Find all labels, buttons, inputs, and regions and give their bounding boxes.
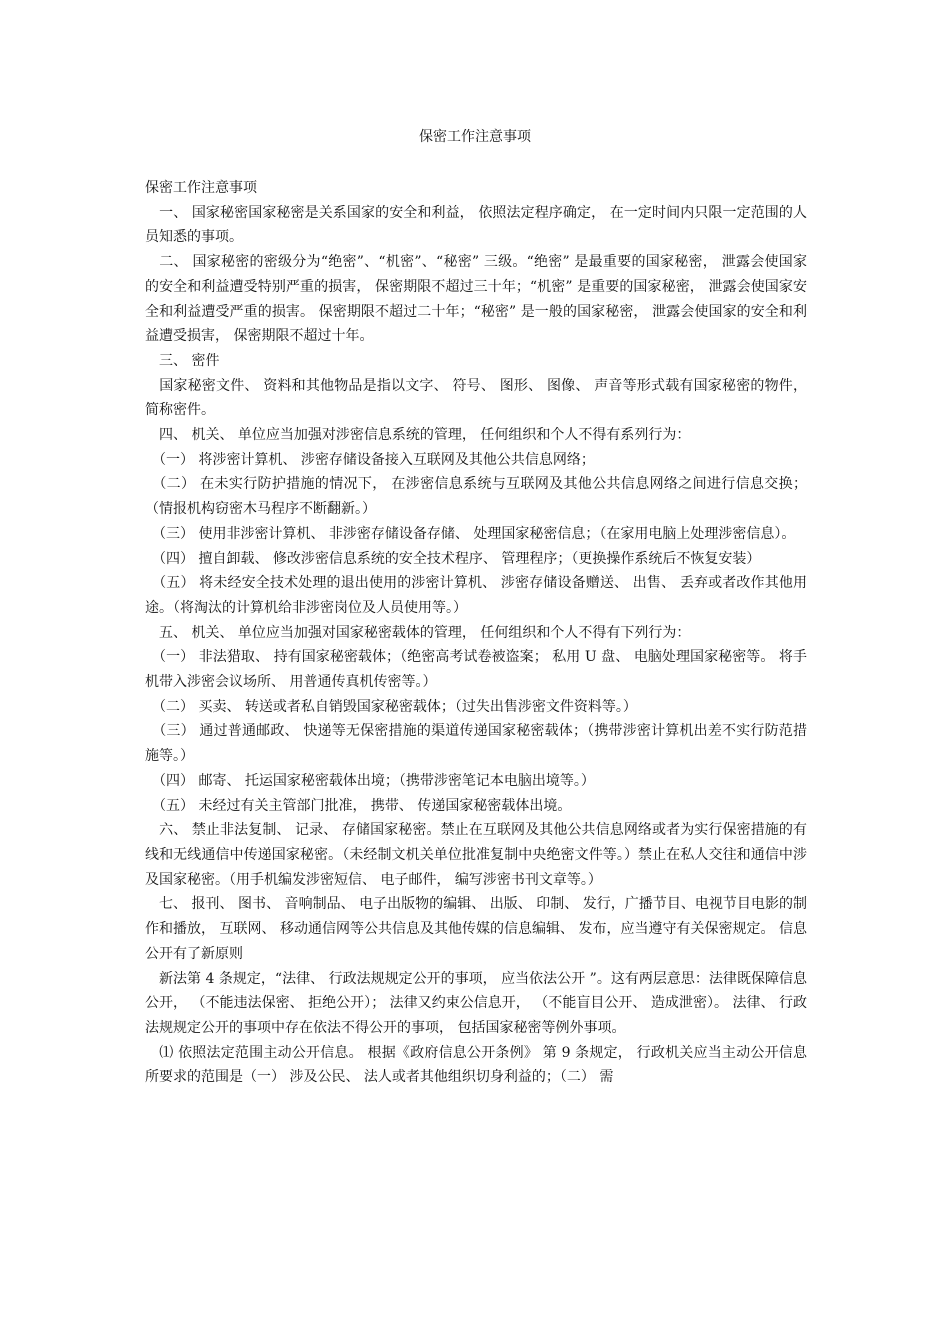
section-heading: 保密工作注意事项: [145, 180, 257, 196]
paragraph: 四、 机关、 单位应当加强对涉密信息系统的管理， 任何组织和个人不得有系列行为：: [145, 427, 691, 444]
paragraph: 新法第 4 条规定，“法律、 行政法规规定公开的事项， 应当依法公开 ”。这有两层意思：法律既保障信息公开， （不能违法保密、 拒绝公开）； 法律又约束公信息开， （不能盲目公开、 造成泄密）。 法律、 行政法规规定公开的事项中存在依法不得公开的事项， 包括国家秘密等例外事项。: [145, 970, 807, 1036]
document-body: [145, 176, 807, 1090]
paragraph: 五、 机关、 单位应当加强对国家秘密载体的管理， 任何组织和个人不得有下列行为：: [145, 624, 691, 641]
paragraph: （一） 将涉密计算机、 涉密存储设备接入互联网及其他公共信息网络；: [145, 451, 595, 468]
paragraph: 一、 国家秘密国家秘密是关系国家的安全和利益， 依照法定程序确定， 在一定时间内只限一定范围的人员知悉的事项。: [145, 204, 807, 246]
page-title: 保密工作注意事项: [419, 129, 531, 145]
paragraph: （四） 擅自卸载、 修改涉密信息系统的安全技术程序、 管理程序；（更换操作系统后不恢复安装）: [145, 550, 761, 567]
paragraph: 三、 密件: [145, 352, 220, 369]
paragraph: （三） 通过普通邮政、 快递等无保密措施的渠道传递国家秘密载体；（携带涉密计算机出差不实行防范措施等。）: [145, 723, 807, 765]
paragraph: （二） 在未实行防护措施的情况下， 在涉密信息系统与互联网及其他公共信息网络之间进行信息交换；（情报机构窃密木马程序不断翻新。）: [145, 476, 807, 518]
paragraph: （五） 未经过有关主管部门批准， 携带、 传递国家秘密载体出境。: [145, 797, 572, 814]
paragraph: 二、 国家秘密的密级分为“绝密”、“机密”、“秘密” 三级。“绝密” 是最重要的国家秘密， 泄露会使国家的安全和利益遭受特别严重的损害， 保密期限不超过三十年；“机密” 是重要的国家秘密， 泄露会使国家安全和利益遭受严重的损害。 保密期限不超过二十年；“秘密” 是一般的国家秘密， 泄露会使国家的安全和利益遭受损害， 保密期限不超过十年。: [145, 254, 807, 345]
paragraph: （一） 非法猎取、 持有国家秘密载体；（绝密高考试卷被盗案； 私用 U 盘、 电脑处理国家秘密等。 将手机带入涉密会议场所、 用普通传真机传密等。）: [145, 649, 807, 691]
paragraph: 六、 禁止非法复制、 记录、 存储国家秘密。禁止在互联网及其他公共信息网络或者为实行保密措施的有线和无线通信中传递国家秘密。（未经制文机关单位批准复制中央绝密文件等。）禁止在私人交往和通信中涉及国家秘密。（用手机编发涉密短信、 电子邮件， 编写涉密书刊文章等。）: [145, 822, 807, 888]
paragraph: （四） 邮寄、 托运国家秘密载体出境；（携带涉密笔记本电脑出境等。）: [145, 772, 595, 789]
paragraph: （二） 买卖、 转送或者私自销毁国家秘密载体；（过失出售涉密文件资料等。）: [145, 698, 637, 715]
paragraph: 国家秘密文件、 资料和其他物品是指以文字、 符号、 图形、 图像、 声音等形式载有国家秘密的物件， 简称密件。: [145, 377, 807, 419]
paragraph: ⑴ 依照法定范围主动公开信息。 根据《政府信息公开条例》 第 9 条规定， 行政机关应当主动公开信息所要求的范围是（一） 涉及公民、 法人或者其他组织切身利益的；（二） 需: [145, 1044, 807, 1086]
paragraph: 七、 报刊、 图书、 音响制品、 电子出版物的编辑、 出版、 印制、 发行，广播节目、电视节目电影的制作和播放， 互联网、 移动通信网等公共信息及其他传媒的信息编辑、 发布，应当遵守有关保密规定。 信息公开有了新原则: [145, 896, 807, 962]
paragraph: （五） 将未经安全技术处理的退出使用的涉密计算机、 涉密存储设备赠送、 出售、 丢弃或者改作其他用途。（将淘汰的计算机给非涉密岗位及人员使用等。）: [145, 575, 807, 616]
paragraph: （三） 使用非涉密计算机、 非涉密存储设备存储、 处理国家秘密信息；（在家用电脑上处理涉密信息）。: [145, 525, 796, 542]
